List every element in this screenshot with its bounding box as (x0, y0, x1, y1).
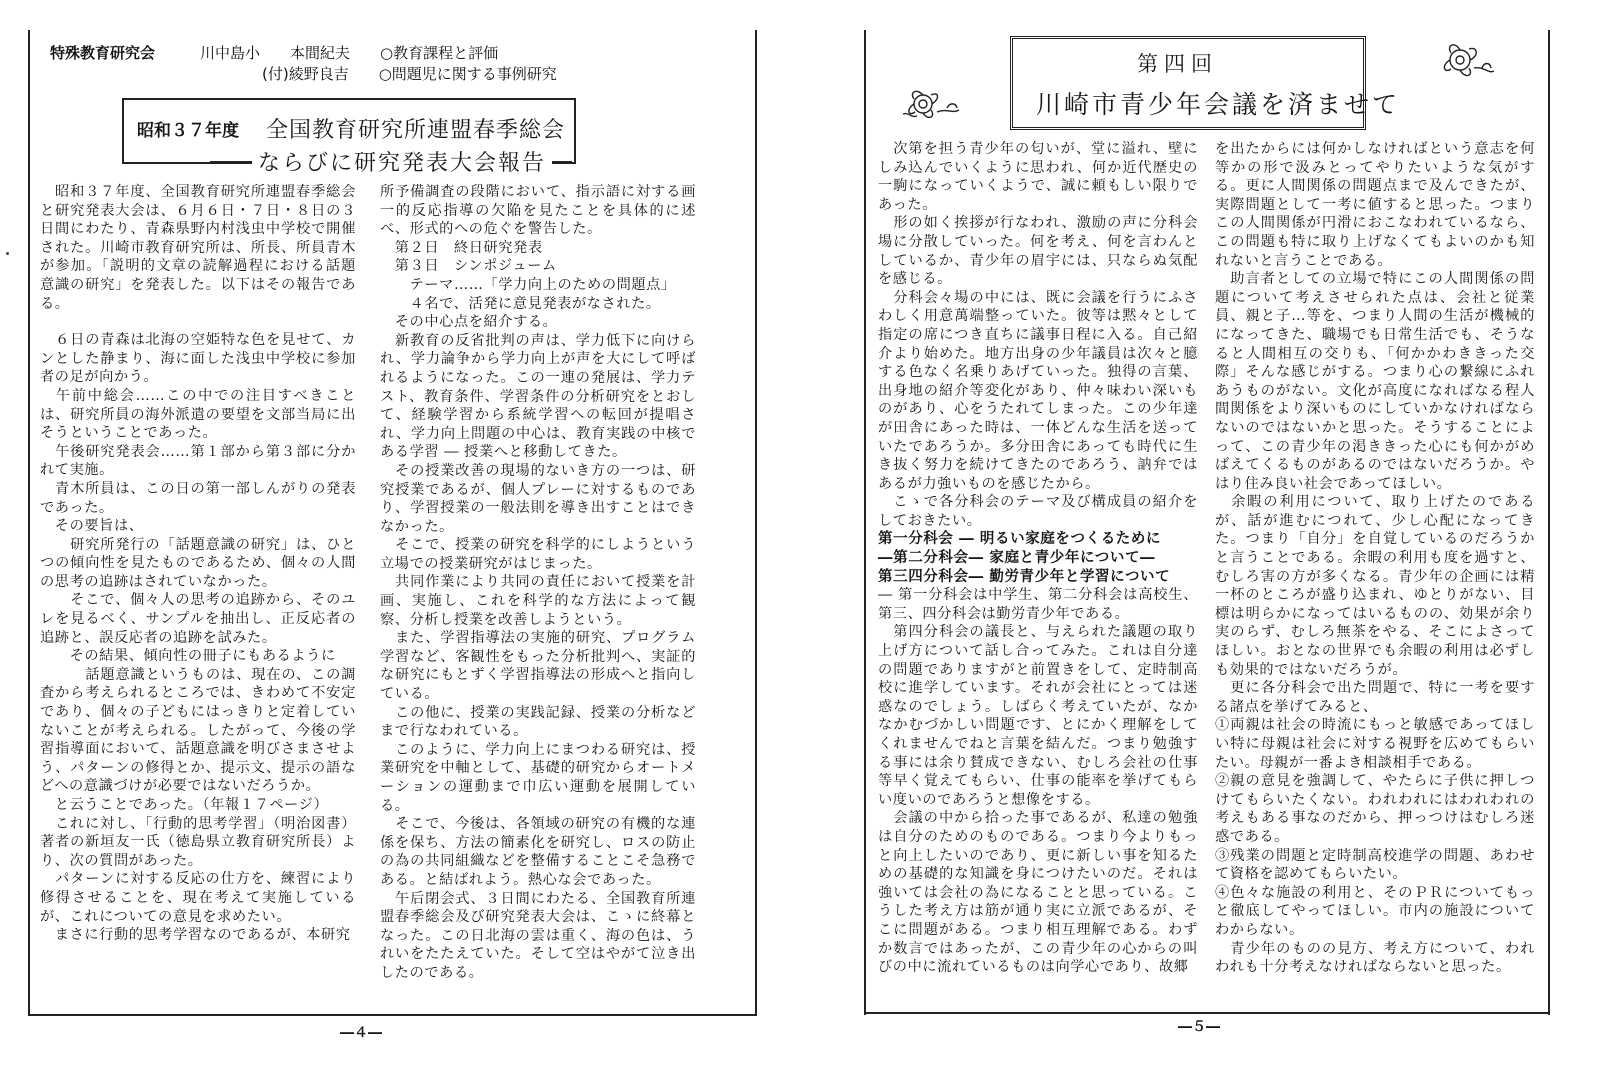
paragraph: そこで、授業の研究を科学的にしようという立場での授業研究がはじまった。 (380, 537, 696, 572)
paragraph: その中心点を紹介する。 (380, 314, 558, 331)
title-main: 川崎市青少年会議を済ませて (1036, 90, 1401, 119)
paragraph: 更に各分科会で出た問題で、特に一考を要する諸点を挙げてみると、 (1215, 680, 1535, 715)
paragraph: 青少年のものの見方、考え方について、われわれも十分考えなければならないと思った。 (1215, 940, 1535, 976)
paragraph: ― 第一分科会は中学生、第二分科会は高校生、第三、四分科会は勤労青少年である。 (878, 587, 1198, 622)
left-page-border-right (755, 30, 757, 1015)
header-line-1: 川中島小 本間紀夫 ○教育課程と評価 (200, 44, 499, 62)
paragraph: 第３日 シンポジューム (380, 258, 557, 275)
header-line-2: (付)綾野良吉 ○問題児に関する事例研究 (262, 65, 557, 83)
paragraph: 分科会々場の中には、既に会議を行うにふさわしく用意萬端整っていた。彼等は黙々として指定の席につき直ちに議事日程に入る。自己紹介より始めた。地方出身の少年議員は次々と臆する色なく名乗りあげていった。独得の言葉、出身地の紹介等変化があり、仲々味わい深いものがあり、心をうたれてしまった。この少年達が田舎にあった時は、一体どんな生活を送っていたであろうか。多分田舎にあっても時代に生き抜く努力を続けてきたのであろう、訥弁ではあるが力強いものを感じたから。 (878, 289, 1198, 492)
numbered-item: ④色々な施設の利用と、そのＰＲについてもっと徹底してやってほしい。市内の施設についてわからない。 (1215, 884, 1535, 938)
paragraph: まさに行動的思考学習なのであるが、本研究 (40, 927, 351, 944)
left-column-2 (380, 183, 696, 983)
paragraph: 次第を担う青少年の匂いが、堂に溢れ、壁にしみ込んでいくように思われ、何か近代歴史の一駒になっていくようで、誠に頼もしい限りであった。 (878, 141, 1198, 213)
paragraph: ６日の青森は北海の空姫特な色を見せて、カンとした静まり、海に面した浅虫中学校に参加者の足が向かう。 (40, 332, 356, 386)
subcommittee-heading: 第三四分科会― 勤労青少年と学習について (878, 568, 1171, 585)
right-page (870, 0, 1600, 1076)
title-year-label: 昭和３７年度 (137, 121, 239, 141)
paragraph: そこで、今後は、各領域の研究の有機的な連係を保ち、方法の簡素化を研究し、ロスの防止の為の共同組織などを整備することこそ急務である。と結ばれよう。熱心な会であった。 (380, 816, 696, 888)
paragraph: これに対し、「行動的思考学習」（明治図書）著者の新垣友一氏（徳島県立教育研究所長）より、次の質問があった。 (40, 815, 356, 869)
paragraph: 会議の中から拾った事であるが、私達の勉強は自分のためのものである。つまり今よりもっと向上したいのであり、更に新しい事を知るための基礎的な知識を身につけたいのだ。それは強いては会社の為になることと思っている。こうした考え方は筋が通り実に立派であるが、そこに問題がある。つまり相互理解である。わずか数言ではあったが、この青少年の心からの叫びの中に流れているものは向学心であり、故郷 (878, 810, 1198, 976)
numbered-item: ②親の意見を強調して、やたらに子供に押しつけてもらいたくない。われわれにはわれわれの考えもある事なのだから、押っつけはむしろ迷惑である。 (1215, 773, 1535, 845)
paragraph: 研究所発行の「話題意識の研究」は、ひとつの傾向性を見たものであるため、個々の人間の思考の追跡はされていなかった。 (40, 536, 356, 590)
paragraph: 共同作業により共同の責任において授業を計画、実施し、これを科学的な方法によって観察、分析し授業を改善しようという。 (380, 574, 696, 628)
left-page-border-left (28, 30, 30, 1015)
paragraph: テーマ……「学力向上のための問題点」 (380, 276, 676, 293)
header-society: 特殊教育研究会 (50, 44, 156, 62)
paragraph: 助言者としての立場で特にこの人間関係の問題について考えさせられた点は、会社と従業員、親と子…等を、つまり人間の生活が機械的になってきた、職場でも日常生活でも、そうなると人間相互の交りも、「何かかわききった交際」そんな感じがする。つまり心の繋線にふれあうものがない。文化が高度になればなる程人間関係をより深いものにしていかなければならないのではないかと思った。そうすることによって、この青少年の渇ききった心にも何かがめばえてくるものがあるのではないだろうか。やはり住み良い社会であってほしい。 (1215, 271, 1535, 492)
right-column-2 (1215, 140, 1535, 977)
paragraph: 第２日 終日研究発表 (380, 239, 543, 256)
title-dash-left (210, 161, 254, 163)
subcommittee-heading: ―第二分科会― 家庭と青少年について― (878, 550, 1156, 567)
paragraph: 午后閉会式、３日間にわたる、全国教育所連盟春季総会及び研究発表大会は、こゝに終幕となった。この日北海の雲は重く、海の色は、うれいをたたえていた。そして空はやがて泣き出したのである。 (380, 890, 696, 981)
left-column-1 (40, 183, 356, 945)
paragraph: そこで、個々人の思考の追跡から、そのユレを見るべく、サンプルを抽出し、正反応者の追跡と、誤反応者の追跡を試みた。 (40, 592, 356, 646)
page-number: ―４― (340, 1025, 382, 1041)
left-page (0, 0, 790, 1076)
title-main: 全国教育研究所連盟春季総会 (266, 118, 566, 143)
paragraph: その結果、傾向性の冊子にもあるように (40, 648, 336, 665)
subcommittee-heading: 第一分科会 ― 明るい家庭をつくるために (878, 531, 1162, 548)
paragraph: その授業改善の現場的ないき方の一つは、研究授業であるが、個人プレーに対するものであり、学習授業の一般法則を導き出すことはできなかった。 (380, 462, 696, 535)
flower-icon (1438, 38, 1498, 86)
paragraph: 昭和３７年度、全国教育研究所連盟春季総会と研究発表大会は、６月６日・７日・８日の３日間にわたり、青森県野内村浅虫中学校で開催された。川崎市教育研究所は、所長、所員青木が参加。「説明的文章の読解過程における話題意識の研究」を発表した。以下はその報告である。 (40, 184, 356, 312)
paragraph: その要旨は、 (40, 518, 144, 535)
flower-icon (895, 82, 975, 126)
right-column-1 (878, 140, 1198, 977)
paragraph: こゝで各分科会のテーマ及び構成員の紹介をしておきたい。 (878, 494, 1198, 529)
paragraph: パターンに対する反応の仕方を、練習により修得させることを、現在考えて実施しているが、これについての意見を求めたい。 (40, 871, 356, 925)
paragraph: このように、学力向上にまつわる研究は、授業研究を中軸として、基礎的研究からオートメーションの運動まで巾広い運動を展開している。 (380, 741, 696, 814)
right-page-border-bottom (864, 1012, 1550, 1014)
paragraph: また、学習指導法の実施的研究、プログラム学習など、客観性をもった分析批判へ、実証的な研究にもとずく学習指導法の形成へと指向している。 (380, 630, 696, 703)
paragraph: 新教育の反省批判の声は、学力低下に向けられ、学力論争から学力向上が声を大にして呼ばれるようになった。この一連の発展は、学力テスト、教育条件、学習条件の分析研究をとおして、経験学習から系統学習への転回が提唱され、学力向上問題の中心は、教育実践の中核である学習 ― 授業へと移動してきた。 (380, 332, 696, 461)
numbered-item: ③残業の問題と定時制高校進学の問題、あわせて資格を認めてもらいたい。 (1215, 847, 1535, 883)
right-page-border-left (864, 30, 866, 1015)
title-sub: ならびに研究発表大会報告 (252, 146, 552, 177)
paragraph: 余暇の利用について、取り上げたのであるが、話が進むにつれて、少し心配になってきた。つまり「自分」を自覚しているのだろうかと言うことである。余暇の利用も度を過すと、むしろ害の方が多くなる。青少年の企画には精一杯のところが盛り込まれ、ゆとりがない、目標は明らかになってはいるものの、効果が余り実のらず、むしろ無茶をやる、そこによさってほしい。おとなの世界でも余暇の利用は必ずしも効果的ではないだろうが。 (1215, 494, 1535, 678)
left-page-border-bottom (28, 1014, 757, 1016)
paragraph: 所予備調査の段階において、指示語に対する画一的反応指導の欠陥を見たことを具体的に述べ、形式的への危ぐを警告した。 (380, 184, 696, 238)
paragraph: 第四分科会の議長と、与えられた議題の取り上げ方について話し合ってみた。これは自分達の問題でありますがと前置きをして、定時制高校に進学しています。それが会社にとっては迷惑なのでしょう。しばらく考えていたが、なかなかむづかしい問題です、とにかく理解をしてくれませんでねと言葉を結んだ。つまり勉強する事には余り賛成できない、むしろ会社の仕事等早く覚えてもらい、仕事の能率を挙げてもらい度いのであろうと想像をする。 (878, 624, 1198, 808)
paragraph: ４名で、活発に意見発表がなされた。 (380, 295, 661, 312)
paragraph: 話題意識というものは、現在の、この調査から考えられるところでは、きわめて不安定であり、個々の子どもにはっきりと定着していないことが考えられる。したがって、今後の学習指導面において、話題意識を明びさまさせよう、パターンの修得とか、提示文、提示の語などへの意識づけが必要ではないだろうか。 (40, 666, 356, 795)
paragraph: 青木所員は、この日の第一部しんがりの発表であった。 (40, 480, 356, 516)
paragraph: 形の如く挨拶が行なわれ、激励の声に分科会場に分散していった。何を考え、何を言わんとしているか、青少年の眉宇には、只ならぬ気配を感じる。 (878, 215, 1198, 288)
paragraph: 午後研究発表会……第１部から第３部に分かれて実施。 (40, 443, 356, 479)
paragraph: 午前中総会……この中での注目すべきことは、研究所員の海外派遣の要望を文部当局に出そうということであった。 (40, 387, 356, 442)
title-kicker: 第四回 (1137, 52, 1218, 76)
page-number: ―５― (1178, 1019, 1220, 1035)
scan-speck (6, 252, 9, 255)
paragraph: この他に、授業の実践記録、授業の分析などまで行なわれている。 (380, 704, 696, 740)
paragraph: と云うことであった。（年報１７ページ） (40, 797, 329, 813)
right-page-border-right (1548, 30, 1550, 1015)
numbered-item: ①両親は社会の時流にもっと敏感であってほしい特に母親は社会に対する視野を広めてもらいたい。母親が一番よき相談相手である。 (1215, 717, 1535, 771)
paragraph: を出たからには何かしなければという意志を何等かの形で汲みとってやりたいような気がする。更に人間関係の問題点まで及んできたが、実際問題として一考に値すると思った。つまりこの人間関係が円滑におこなわれているなら、この問題も特に取り上げなくてもよいのかも知れないと言うことである。 (1215, 141, 1535, 269)
